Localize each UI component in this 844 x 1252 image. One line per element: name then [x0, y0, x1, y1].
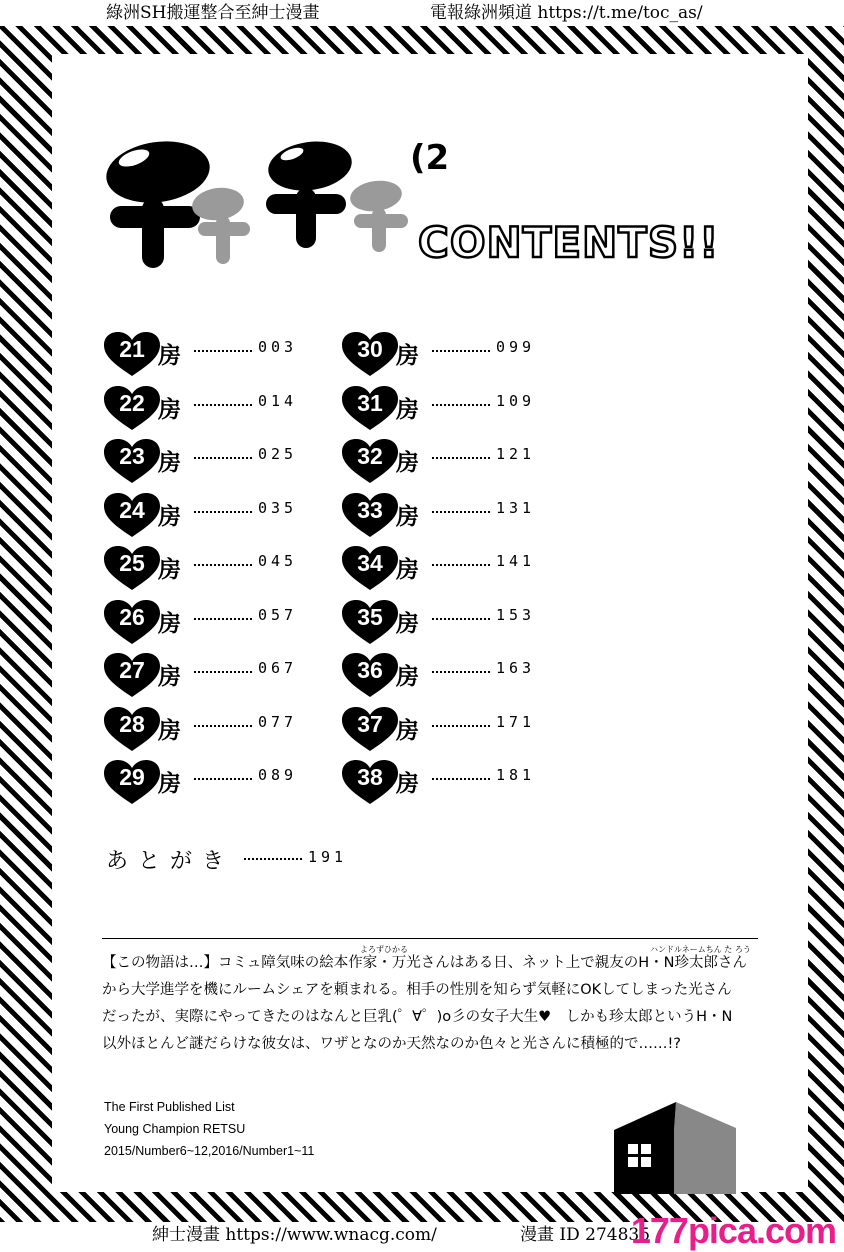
synopsis-line: だったが、実際にやってきたのはなんと巨乳(゜∀゜)o彡の女子大生♥ しかも珍太郎というH・N [102, 1009, 733, 1025]
chapter-suffix: 房 [396, 557, 419, 583]
footer-left-text: 紳士漫畫 https://www.wnacg.com/ [152, 1225, 437, 1245]
chapter-suffix: 房 [158, 717, 181, 744]
chapter-suffix: 房 [158, 450, 181, 476]
toc-entry [342, 707, 582, 751]
contents-heading: CONTENTS!! [418, 218, 720, 267]
chapter-number: 37 [357, 710, 383, 737]
chapter-number: 31 [357, 389, 383, 416]
chapter-suffix: 房 [158, 557, 181, 583]
page-number: 035 [258, 498, 298, 517]
chapter-suffix: 房 [396, 664, 419, 690]
chapter-suffix: 房 [158, 610, 181, 637]
chapter-number: 24 [119, 496, 145, 523]
chapter-number: 35 [357, 603, 383, 630]
synopsis [102, 950, 762, 1058]
page-number: 067 [258, 659, 298, 677]
watermark-logo: 177pica.com [630, 1210, 836, 1251]
toc-entry [104, 760, 344, 804]
leader-dots [432, 606, 490, 620]
page-number: 057 [258, 605, 298, 624]
leader-dots [194, 606, 252, 620]
toc-entry [342, 653, 582, 697]
leader-dots [194, 659, 252, 673]
leader-dots [194, 766, 252, 780]
chapter-number: 33 [357, 496, 383, 523]
toc-entry [104, 493, 344, 537]
ruby-text-1: よろずひかる [360, 945, 408, 954]
title-logo [98, 132, 418, 272]
leader-dots [432, 659, 490, 673]
toc-entry [342, 439, 582, 483]
leader-dots [194, 713, 252, 727]
chapter-number: 27 [119, 657, 145, 683]
leader-dots [432, 445, 490, 459]
page-number: 099 [496, 338, 536, 356]
toc-entry [342, 386, 582, 430]
toc-entry [342, 332, 582, 376]
chapter-number: 38 [357, 764, 383, 790]
toc-entry [104, 653, 344, 697]
page-number: 109 [496, 391, 536, 410]
afterword-leader-dots [244, 846, 302, 860]
page-number: 077 [258, 712, 298, 731]
chapter-suffix: 房 [158, 664, 181, 690]
chapter-suffix: 房 [396, 717, 419, 744]
toc-entry [342, 493, 582, 537]
afterword-page: 191 [308, 848, 348, 866]
chapter-suffix: 房 [396, 771, 419, 797]
leader-dots [432, 499, 490, 513]
page-number: 141 [496, 552, 536, 570]
header-bar [0, 0, 844, 26]
page-number: 121 [496, 445, 536, 463]
toc-entry [342, 600, 582, 644]
credits-line: The First Published List [104, 1100, 235, 1114]
page-number: 163 [496, 659, 536, 677]
page-number: 131 [496, 498, 536, 517]
leader-dots [432, 552, 490, 566]
toc-entry [104, 332, 344, 376]
chapter-number: 30 [357, 336, 383, 362]
page-number: 003 [258, 338, 298, 356]
credits [104, 1096, 314, 1162]
chapter-number: 32 [357, 443, 383, 469]
leader-dots [194, 392, 252, 406]
chapter-suffix: 房 [396, 343, 419, 369]
leader-dots [194, 338, 252, 352]
page-number: 089 [258, 766, 298, 784]
chapter-suffix: 房 [158, 503, 181, 530]
chapter-suffix: 房 [396, 610, 419, 637]
house-icon [614, 1102, 736, 1194]
credits-line: 2015/Number6~12,2016/Number1~11 [104, 1144, 315, 1158]
page-number: 014 [258, 391, 298, 410]
leader-dots [432, 766, 490, 780]
page-number: 153 [496, 605, 536, 624]
logo-chi-4 [348, 178, 408, 252]
afterword-label: あとがき [106, 849, 235, 874]
chapter-number: 21 [119, 336, 145, 362]
synopsis-line: 【この物語は…】コミュ障気味の絵本作家・万光さんはある日、ネット上で親友のH・N珍太郎さん [102, 955, 747, 971]
toc-entry [342, 546, 582, 590]
leader-dots [432, 713, 490, 727]
header-right-text: 電報綠洲頻道 https://t.me/toc_as/ [430, 3, 703, 23]
leader-dots [432, 392, 490, 406]
header-left-text: 綠洲SH搬運整合至紳士漫畫 [106, 3, 320, 23]
page-number: 025 [258, 445, 298, 463]
synopsis-line: 以外ほとんど謎だらけな彼女は、ワザとなのか天然なのか色々と光さんに積極的で……!? [102, 1036, 682, 1052]
page-number: 045 [258, 552, 298, 570]
toc-entry [342, 760, 582, 804]
chapter-number: 22 [119, 389, 145, 416]
footer-right-text: 漫畫 ID 274835 [520, 1225, 651, 1245]
toc-entry [104, 386, 344, 430]
credits-line: Young Champion RETSU [104, 1122, 246, 1136]
toc-entry [104, 546, 344, 590]
volume-number: (2 [410, 138, 450, 178]
synopsis-line: から大学進学を機にルームシェアを頼まれる。相手の性別を知らず気軽にOKしてしまった光さん [102, 982, 732, 998]
chapter-number: 23 [119, 443, 145, 469]
chapter-suffix: 房 [158, 396, 181, 423]
leader-dots [194, 499, 252, 513]
leader-dots [194, 445, 252, 459]
synopsis-rule [102, 938, 758, 939]
chapter-suffix: 房 [396, 396, 419, 423]
leader-dots [194, 552, 252, 566]
chapter-suffix: 房 [158, 343, 181, 369]
page-number: 181 [496, 766, 536, 784]
chapter-number: 26 [119, 603, 145, 630]
chapter-number: 34 [357, 550, 383, 576]
toc-entry [104, 439, 344, 483]
page-number: 171 [496, 712, 536, 731]
chapter-suffix: 房 [396, 450, 419, 476]
toc-entry [104, 707, 344, 751]
logo-chi-3 [265, 136, 355, 248]
chapter-number: 28 [119, 710, 145, 737]
chapter-suffix: 房 [158, 771, 181, 797]
chapter-suffix: 房 [396, 503, 419, 530]
leader-dots [432, 338, 490, 352]
chapter-number: 29 [119, 764, 145, 790]
chapter-number: 36 [357, 657, 383, 683]
ruby-text-2: ハンドルネームちん た ろう [650, 945, 751, 954]
logo-chi-2 [190, 185, 250, 264]
toc-entry [104, 600, 344, 644]
chapter-number: 25 [119, 550, 145, 576]
